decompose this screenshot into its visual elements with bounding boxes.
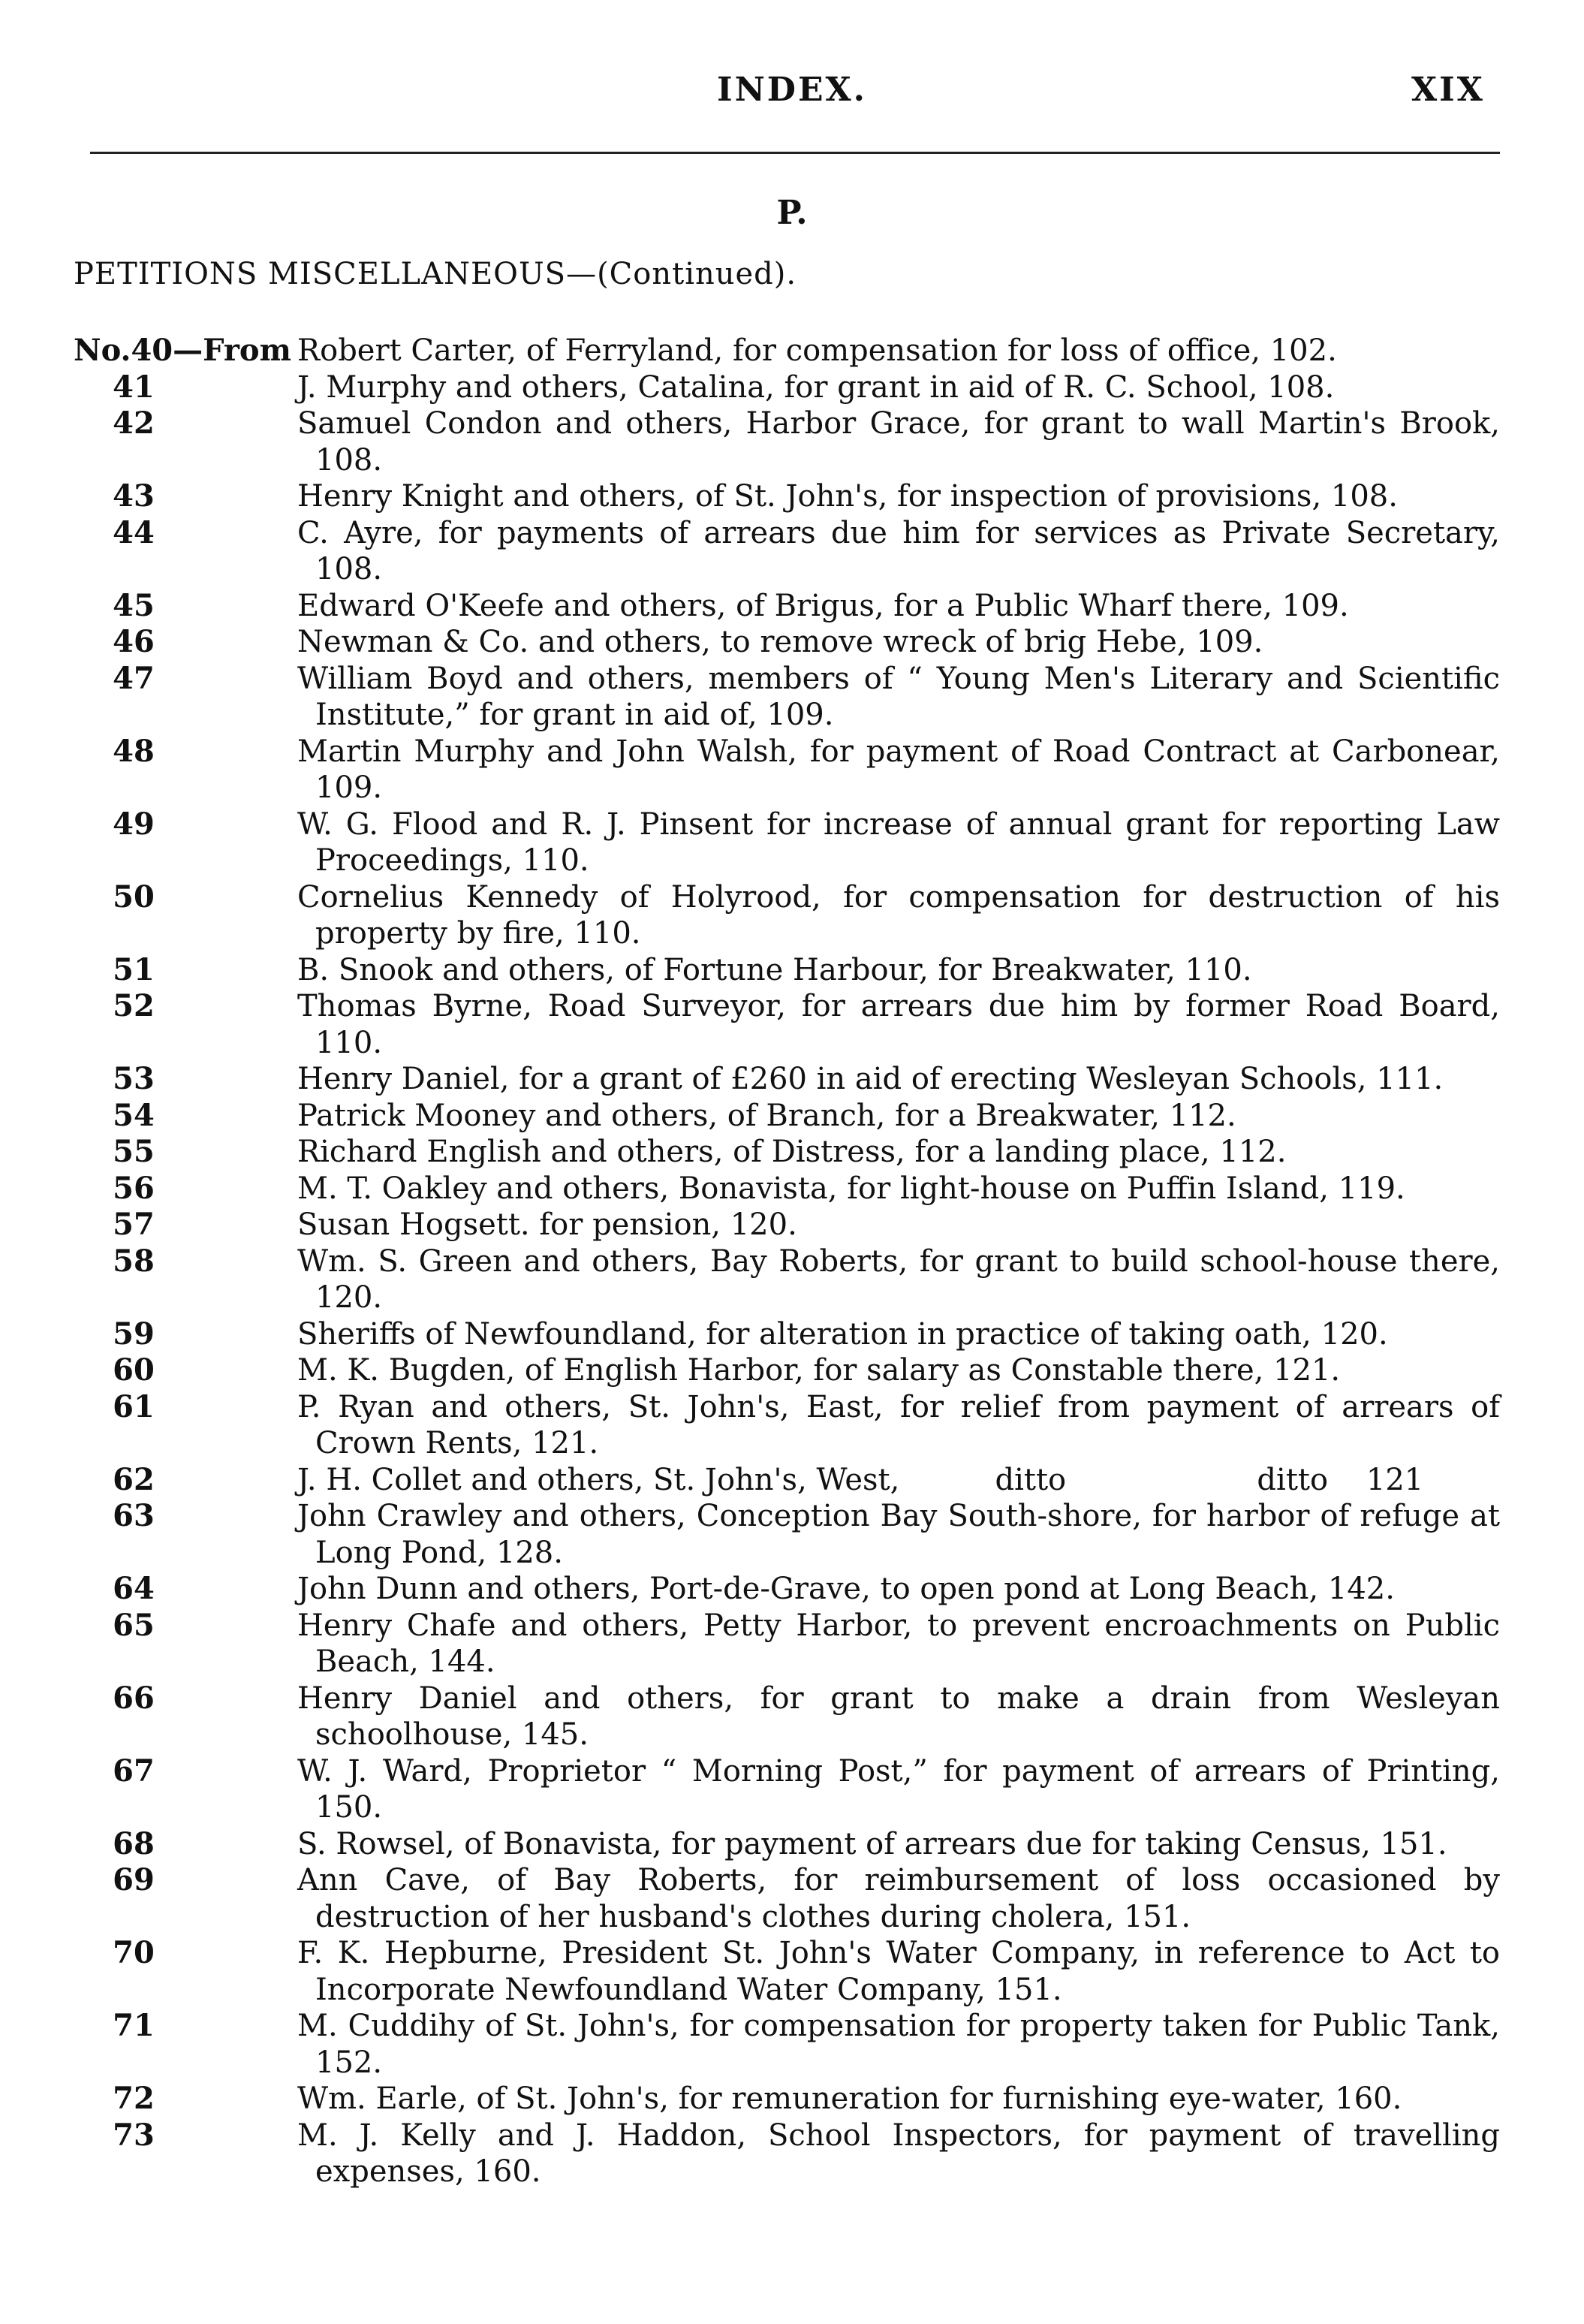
- list-item: [74, 1571, 1500, 1608]
- entry-number: 73: [113, 2117, 155, 2153]
- entry-number: 65: [113, 1607, 155, 1643]
- entry-number: 59: [113, 1316, 155, 1352]
- entry-text: Sheriffs of Newfoundland, for alteration in practice of taking oath, 120.: [297, 1316, 1388, 1352]
- entry-number: 61: [113, 1388, 155, 1424]
- entry-text: W. J. Ward, Proprietor “ Morning Post,” for payment of arrears of Printing, 150.: [297, 1753, 1500, 1825]
- list-item: [74, 1753, 1500, 1826]
- list-item: [74, 1935, 1500, 2008]
- list-item: [74, 1389, 1500, 1462]
- entry-text: M. T. Oakley and others, Bonavista, for light-house on Puffin Island, 119.: [297, 1171, 1405, 1206]
- header-rule: [90, 152, 1500, 154]
- list-item: [74, 515, 1500, 588]
- entry-text: John Dunn and others, Port-de-Grave, to open pond at Long Beach, 142.: [297, 1572, 1395, 1606]
- entry-number: 72: [113, 2081, 155, 2116]
- entry-text: Edward O'Keefe and others, of Brigus, for a Public Wharf there, 109.: [297, 588, 1349, 623]
- list-item: [74, 369, 1500, 406]
- entry-number: 47: [113, 660, 155, 696]
- entry-text: C. Ayre, for payments of arrears due him for services as Private Secretary, 108.: [297, 515, 1500, 586]
- list-item: [74, 1134, 1500, 1171]
- list-item: [74, 624, 1500, 661]
- entry-number: 55: [113, 1134, 155, 1169]
- entry-text: Ann Cave, of Bay Roberts, for reimbursement of loss occasioned by destruction of her husband's clothes during cholera, 151.: [297, 1863, 1500, 1934]
- list-item: [74, 1498, 1500, 1571]
- entry-text: Cornelius Kennedy of Holyrood, for compensation for destruction of his property by fire, 110.: [297, 879, 1500, 951]
- list-item: [74, 333, 1500, 369]
- entry-text: Thomas Byrne, Road Surveyor, for arrears due him by former Road Board, 110.: [297, 989, 1500, 1060]
- entry-text: W. G. Flood and R. J. Pinsent for increase of annual grant for reporting Law Proceedings, 110.: [297, 806, 1500, 878]
- entry-text: Susan Hogsett. for pension, 120.: [297, 1207, 797, 1242]
- entry-number: 52: [113, 988, 155, 1023]
- list-item: [74, 1207, 1500, 1243]
- entry-number: 48: [113, 733, 155, 769]
- entry-text: Patrick Mooney and others, of Branch, for a Breakwater, 112.: [297, 1098, 1236, 1133]
- entry-list: [74, 333, 1500, 2190]
- running-header: [0, 71, 1584, 116]
- list-item: [74, 1316, 1500, 1353]
- entry-text: John Crawley and others, Conception Bay South-shore, for harbor of refuge at Long Pond, 128.: [297, 1499, 1500, 1570]
- entry-number: 53: [113, 1061, 155, 1096]
- entry-number: 54: [113, 1097, 155, 1133]
- entry-number: 60: [113, 1352, 155, 1388]
- entry-text: Henry Knight and others, of St. John's, for inspection of provisions, 108.: [297, 479, 1398, 514]
- entry-text: William Boyd and others, members of “ Young Men's Literary and Scientific Institute,” for grant in aid of, 109.: [297, 661, 1500, 732]
- entry-number: 62: [113, 1461, 155, 1497]
- section-letter: P.: [776, 194, 808, 232]
- entry-number: No.40—From: [74, 333, 291, 368]
- entry-text: J. Murphy and others, Catalina, for grant in aid of R. C. School, 108.: [297, 369, 1335, 405]
- entry-text: Martin Murphy and John Walsh, for payment of Road Contract at Carbonear, 109.: [297, 734, 1500, 805]
- list-item: [74, 1608, 1500, 1680]
- list-item: [74, 1680, 1500, 1753]
- entry-number: 41: [113, 369, 155, 405]
- entry-text: Wm. Earle, of St. John's, for remuneration for furnishing eye-water, 160.: [297, 2081, 1402, 2116]
- entry-text: Richard English and others, of Distress, for a landing place, 112.: [297, 1135, 1287, 1169]
- entry-number: 71: [113, 2008, 155, 2043]
- entry-text: Henry Daniel, for a grant of £260 in aid of erecting Wesleyan Schools, 111.: [297, 1062, 1444, 1096]
- entry-text: B. Snook and others, of Fortune Harbour, for Breakwater, 110.: [297, 952, 1252, 987]
- entry-number: 43: [113, 478, 155, 514]
- section-heading: PETITIONS MISCELLANEOUS—(Continued).: [74, 257, 797, 291]
- list-item: [74, 1061, 1500, 1098]
- entry-number: 64: [113, 1571, 155, 1606]
- list-item: [74, 2081, 1500, 2118]
- list-item: [74, 1352, 1500, 1389]
- list-item: [74, 879, 1500, 952]
- entry-number: 50: [113, 879, 155, 915]
- list-item: [74, 952, 1500, 989]
- entry-text: Henry Daniel and others, for grant to make a drain from Wesleyan schoolhouse, 145.: [297, 1680, 1500, 1752]
- entry-number: 42: [113, 405, 155, 441]
- list-item: [74, 1243, 1500, 1316]
- entry-number: 57: [113, 1207, 155, 1242]
- entry-text: Newman & Co. and others, to remove wreck of brig Hebe, 109.: [297, 625, 1263, 659]
- entry-number: 69: [113, 1862, 155, 1897]
- list-item: [74, 1462, 1500, 1499]
- entry-text: Wm. S. Green and others, Bay Roberts, for grant to build school-house there, 120.: [297, 1243, 1500, 1315]
- entry-text: M. J. Kelly and J. Haddon, School Inspectors, for payment of travelling expenses, 160.: [297, 2118, 1500, 2189]
- entry-text: Henry Chafe and others, Petty Harbor, to prevent encroachments on Public Beach, 144.: [297, 1608, 1500, 1679]
- list-item: [74, 1826, 1500, 1863]
- page-number: XIX: [1411, 71, 1485, 109]
- entry-number: 58: [113, 1243, 155, 1279]
- list-item: [74, 734, 1500, 806]
- entry-text: M. K. Bugden, of English Harbor, for salary as Constable there, 121.: [297, 1353, 1341, 1388]
- list-item: [74, 2118, 1500, 2190]
- list-item: [74, 988, 1500, 1061]
- entry-number: 70: [113, 1935, 155, 1970]
- list-item: [74, 661, 1500, 734]
- entry-text: P. Ryan and others, St. John's, East, for relief from payment of arrears of Crown Rents, 121.: [297, 1389, 1500, 1460]
- entry-number: 51: [113, 951, 155, 987]
- list-item: [74, 806, 1500, 879]
- entry-number: 49: [113, 806, 155, 842]
- entry-text: Robert Carter, of Ferryland, for compensation for loss of office, 102.: [297, 333, 1337, 368]
- list-item: [74, 2008, 1500, 2081]
- list-item: [74, 1171, 1500, 1207]
- list-item: [74, 588, 1500, 625]
- entry-number: 67: [113, 1753, 155, 1789]
- list-item: [74, 1862, 1500, 1935]
- entry-number: 45: [113, 587, 155, 623]
- entry-number: 44: [113, 514, 155, 550]
- entry-number: 66: [113, 1680, 155, 1716]
- entry-number: 46: [113, 624, 155, 659]
- entry-number: 56: [113, 1170, 155, 1206]
- entry-number: 68: [113, 1825, 155, 1861]
- entry-text: M. Cuddihy of St. John's, for compensation for property taken for Public Tank, 152.: [297, 2009, 1500, 2080]
- list-item: [74, 405, 1500, 478]
- list-item: [74, 1098, 1500, 1135]
- entry-text: Samuel Condon and others, Harbor Grace, for grant to wall Martin's Brook, 108.: [297, 406, 1500, 478]
- list-item: [74, 478, 1500, 515]
- entry-text: J. H. Collet and others, St. John's, West, ditto ditto 121: [297, 1462, 1424, 1497]
- entry-text: F. K. Hepburne, President St. John's Water Company, in reference to Act to Incorporate Newfoundland Water Company, 151.: [297, 1936, 1500, 2007]
- running-title: INDEX.: [717, 71, 867, 109]
- entry-number: 63: [113, 1498, 155, 1533]
- entry-text: S. Rowsel, of Bonavista, for payment of arrears due for taking Census, 151.: [297, 1826, 1447, 1861]
